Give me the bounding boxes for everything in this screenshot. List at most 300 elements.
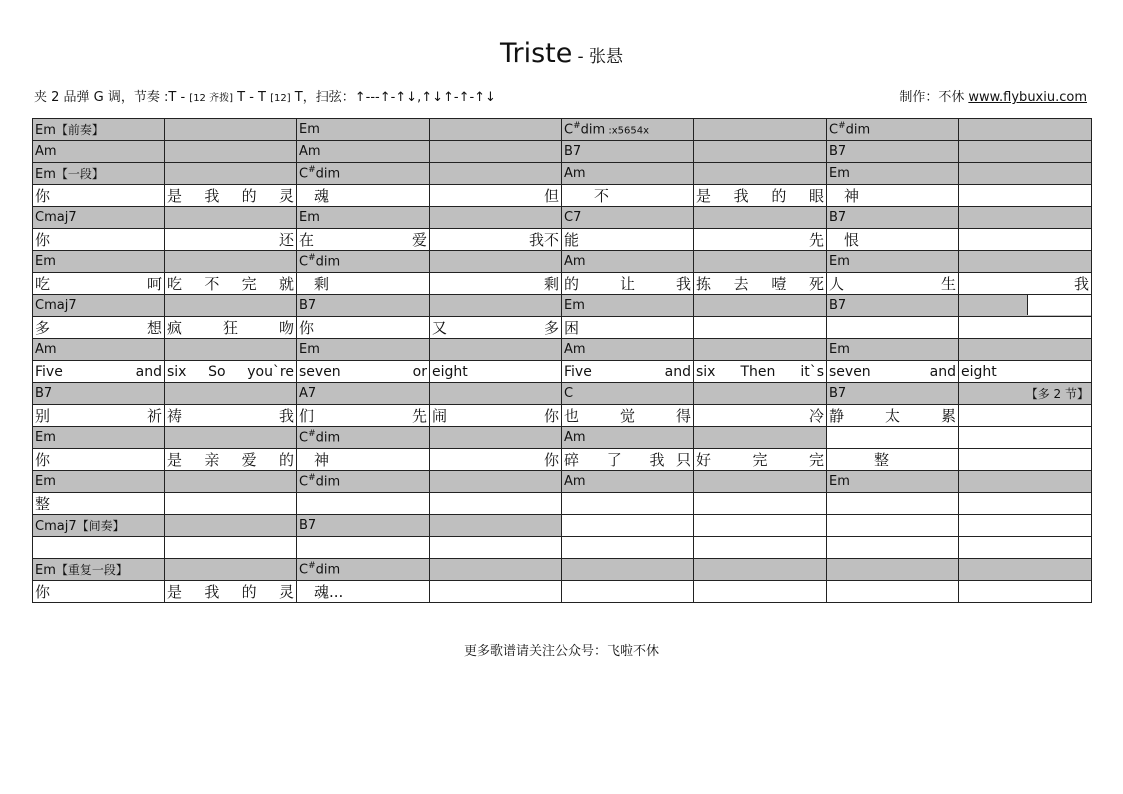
chord-cell	[33, 559, 165, 581]
chord-cell	[959, 383, 1092, 405]
lyric-cell	[959, 361, 1092, 383]
lyric-row	[33, 493, 1092, 515]
chord-cell	[827, 427, 959, 449]
lyric-cell: 祷 我	[165, 405, 297, 427]
chord-row	[33, 383, 1092, 405]
lyric-cell	[297, 185, 430, 207]
lyric-cell: 也 觉 得	[562, 405, 694, 427]
chord-name: Cmaj7	[35, 519, 77, 534]
lyric-cell	[827, 493, 959, 515]
lyric-cell	[297, 317, 430, 339]
chord-cell	[694, 339, 827, 361]
chord-cell	[694, 141, 827, 163]
chord-cell	[562, 251, 694, 273]
chord-name: B7	[35, 386, 53, 401]
lyric-cell	[297, 537, 430, 559]
chord-name: Em	[564, 298, 585, 313]
lyric-cell: 的 让 我	[562, 273, 694, 295]
lyric-row	[33, 405, 1092, 427]
chord-cell	[297, 515, 430, 537]
chord-cell	[297, 119, 430, 141]
lyric-cell: seven or	[297, 361, 430, 383]
chord-cell	[959, 471, 1092, 493]
lyric-cell	[430, 185, 562, 207]
chord-cell	[430, 295, 562, 317]
sharp-sign: #	[573, 121, 581, 132]
chord-name: A7	[299, 386, 317, 401]
chord-cell	[827, 119, 959, 141]
lyric-cell	[827, 537, 959, 559]
chord-name: C	[564, 386, 574, 401]
rhythm-note-2: [12]	[270, 93, 291, 104]
chord-cell	[297, 251, 430, 273]
lyric-cell	[959, 405, 1092, 427]
lyric-cell: 闹 你	[430, 405, 562, 427]
chord-cell	[33, 251, 165, 273]
chord-name: Am	[564, 254, 586, 269]
chord-cell	[33, 141, 165, 163]
lyric-cell: six So you`re	[165, 361, 297, 383]
chord-row	[33, 339, 1092, 361]
chord-name: Am	[35, 144, 57, 159]
chord-cell	[165, 515, 297, 537]
strum-pattern: T，扫弦：↑---↑-↑↓,↑↓↑-↑-↑↓	[290, 90, 496, 105]
lyric-text: 能	[564, 231, 580, 249]
lyric-cell: six Then it`s	[694, 361, 827, 383]
lyric-cell	[959, 317, 1092, 339]
lyric-text: eight	[961, 363, 997, 380]
chord-cell	[297, 207, 430, 229]
chord-cell	[694, 251, 827, 273]
chord-cell	[694, 207, 827, 229]
chord-name: Em	[299, 210, 320, 225]
lyric-cell	[165, 229, 297, 251]
chord-cell	[297, 295, 430, 317]
lyric-text: eight	[432, 363, 468, 380]
lyric-cell	[430, 273, 562, 295]
lyric-text: 魂	[299, 187, 330, 205]
lyric-cell: Five and	[33, 361, 165, 383]
title-dash: -	[577, 47, 590, 67]
chord-name: Em	[35, 474, 56, 489]
lyric-cell	[297, 581, 430, 603]
lyric-cell: 是 我 的 灵	[165, 185, 297, 207]
chord-cell	[430, 383, 562, 405]
chord-cell	[33, 427, 165, 449]
chord-cell	[562, 141, 694, 163]
chord-cell	[33, 471, 165, 493]
lyric-cell	[959, 493, 1092, 515]
chord-cell	[297, 141, 430, 163]
lyric-cell	[165, 537, 297, 559]
producer-label: 制作：不休	[899, 90, 965, 105]
chord-name: C7	[564, 210, 582, 225]
chord-cell	[165, 207, 297, 229]
chord-cell	[430, 251, 562, 273]
chord-root: C	[299, 430, 309, 446]
chord-cell	[562, 515, 694, 537]
chord-cell	[827, 383, 959, 405]
lyric-cell	[297, 493, 430, 515]
chord-cell	[430, 427, 562, 449]
lyric-text: 我不	[528, 231, 559, 249]
lyric-cell	[562, 493, 694, 515]
lyric-text: 恨	[829, 231, 860, 249]
lyric-cell: 疯 狂 吻	[165, 317, 297, 339]
lyric-text: 你	[35, 451, 51, 469]
chord-cell	[33, 383, 165, 405]
lyric-row	[33, 449, 1092, 471]
section-tag: 【多 2 节】	[1025, 387, 1089, 401]
chord-cell	[33, 295, 165, 317]
lyric-row	[33, 361, 1092, 383]
lyric-cell: Five and	[562, 361, 694, 383]
chord-cell	[430, 119, 562, 141]
capo-key-text: 夹 2 品弹 G 调，节奏 :T -	[34, 90, 190, 105]
chord-name: B7	[299, 298, 317, 313]
chord-quality: dim	[315, 430, 341, 446]
lyric-cell	[562, 537, 694, 559]
lyric-cell: 是 我 的 眼	[694, 185, 827, 207]
chord-cell	[33, 339, 165, 361]
chord-quality: dim	[580, 122, 606, 138]
lyric-cell: 别 祈	[33, 405, 165, 427]
chord-row	[33, 119, 1092, 141]
lyric-cell: seven and	[827, 361, 959, 383]
song-title-block	[0, 38, 1123, 69]
lyric-cell	[959, 581, 1092, 603]
chord-name: Am	[564, 166, 586, 181]
lyric-row	[33, 581, 1092, 603]
chord-cell	[827, 471, 959, 493]
lyric-cell	[562, 317, 694, 339]
sharp-sign: #	[308, 253, 316, 264]
chord-name: Em	[35, 254, 56, 269]
chord-quality: dim	[315, 474, 341, 490]
chord-cell	[959, 119, 1092, 141]
chord-cell	[297, 339, 430, 361]
section-tag: 【重复一段】	[55, 563, 128, 577]
chord-cell	[430, 163, 562, 185]
chord-root: C	[829, 122, 839, 138]
chord-row	[33, 515, 1092, 537]
chord-name: B7	[564, 144, 582, 159]
chord-cell	[694, 559, 827, 581]
chord-cell	[297, 471, 430, 493]
lyric-cell: 多 想	[33, 317, 165, 339]
chord-name: Em	[299, 342, 320, 357]
chord-cell	[165, 339, 297, 361]
chord-cell	[165, 383, 297, 405]
chord-row	[33, 559, 1092, 581]
lyric-text: 魂...	[299, 583, 344, 601]
chord-cell	[827, 515, 959, 537]
lyric-cell: 是 亲 爱 的	[165, 449, 297, 471]
chord-cell	[827, 295, 959, 317]
chord-cell	[959, 163, 1092, 185]
chord-name: Em	[829, 166, 850, 181]
sharp-sign: #	[308, 473, 316, 484]
lyric-cell: 人 生	[827, 273, 959, 295]
lyric-text: 整	[35, 495, 51, 513]
section-tag: 【前奏】	[55, 123, 104, 137]
chord-cell	[562, 427, 694, 449]
artist-name: 张悬	[589, 47, 624, 67]
sharp-sign: #	[308, 561, 316, 572]
lyric-text: 剩	[543, 275, 559, 293]
section-tag: 【一段】	[55, 167, 104, 181]
chord-root: C	[299, 254, 309, 270]
sharp-sign: #	[308, 429, 316, 440]
lyric-cell: 吃 呵	[33, 273, 165, 295]
lyric-text: 你	[35, 187, 51, 205]
song-title: Triste	[499, 38, 573, 69]
chord-name: Am	[299, 144, 321, 159]
lyric-text: 剩	[299, 275, 330, 293]
chord-name: B7	[829, 144, 847, 159]
chord-row	[33, 427, 1092, 449]
lyric-text: 不	[564, 187, 610, 205]
lyric-cell: 吃 不 完 就	[165, 273, 297, 295]
lyric-text: 但	[543, 187, 559, 205]
chord-row	[33, 251, 1092, 273]
chord-cell	[959, 559, 1092, 581]
chord-root: C	[299, 562, 309, 578]
chord-cell	[297, 383, 430, 405]
lyric-cell	[297, 273, 430, 295]
lyric-cell	[33, 537, 165, 559]
lyric-cell	[33, 449, 165, 471]
lyric-row	[33, 229, 1092, 251]
sharp-sign: #	[838, 121, 846, 132]
chord-cell	[562, 207, 694, 229]
chord-cell	[165, 559, 297, 581]
chord-cell	[165, 295, 297, 317]
play-instructions	[34, 86, 496, 105]
rhythm-note-1: [12 齐拨]	[189, 93, 234, 104]
lyric-cell	[694, 493, 827, 515]
lyric-cell	[562, 581, 694, 603]
chord-row	[33, 207, 1092, 229]
chord-root: C	[299, 166, 309, 182]
chord-cell	[694, 471, 827, 493]
chord-cell	[827, 339, 959, 361]
rhythm-text: T - T	[233, 90, 271, 105]
chord-fingering: :x5654x	[605, 125, 649, 137]
lyric-row	[33, 537, 1092, 559]
chord-cell	[959, 515, 1092, 537]
chord-row	[33, 295, 1092, 317]
chord-row	[33, 471, 1092, 493]
lyric-text: 你	[35, 231, 51, 249]
chord-cell	[165, 163, 297, 185]
lyric-cell	[694, 229, 827, 251]
lyric-cell	[562, 185, 694, 207]
lyric-text: 我	[1073, 275, 1089, 293]
chord-cell	[562, 471, 694, 493]
lyric-cell: 静 太 累	[827, 405, 959, 427]
chord-cell	[165, 251, 297, 273]
chord-cell	[165, 427, 297, 449]
chord-row	[33, 141, 1092, 163]
chord-name: Em	[829, 474, 850, 489]
lyric-cell: 是 我 的 灵	[165, 581, 297, 603]
chord-quality: dim	[315, 562, 341, 578]
chord-cell	[562, 119, 694, 141]
chord-root: C	[299, 474, 309, 490]
chord-cell	[694, 119, 827, 141]
chord-cell	[694, 163, 827, 185]
chord-name: Cmaj7	[35, 210, 77, 225]
producer-credit	[899, 86, 1087, 105]
chord-name: Am	[564, 342, 586, 357]
chord-cell	[694, 383, 827, 405]
chord-cell	[33, 515, 165, 537]
lyric-cell	[430, 493, 562, 515]
chord-cell	[959, 295, 1092, 317]
lyric-text: 整	[829, 451, 890, 469]
chord-cell	[827, 141, 959, 163]
chord-name: Am	[564, 474, 586, 489]
lyric-cell	[694, 581, 827, 603]
lyric-cell: 拣 去 噎 死	[694, 273, 827, 295]
chord-name: B7	[299, 518, 317, 533]
lyric-cell	[959, 229, 1092, 251]
lyric-cell	[33, 229, 165, 251]
lyric-row	[33, 185, 1092, 207]
chord-cell	[694, 295, 827, 317]
chord-cell	[165, 471, 297, 493]
lyric-cell: 碎 了 我只	[562, 449, 694, 471]
chord-name: Am	[564, 430, 586, 445]
lyric-cell	[827, 581, 959, 603]
lyric-text: 先	[808, 231, 824, 249]
chord-cell	[430, 141, 562, 163]
lyric-cell	[827, 317, 959, 339]
chord-name: Em	[35, 430, 56, 445]
chord-cell	[430, 471, 562, 493]
lyric-row	[33, 317, 1092, 339]
chord-cell	[827, 163, 959, 185]
chord-cell	[430, 207, 562, 229]
chord-cell	[562, 295, 694, 317]
chord-name: Cmaj7	[35, 298, 77, 313]
lyric-cell	[959, 537, 1092, 559]
footer-note: 更多歌谱请关注公众号：飞啦不休	[463, 644, 659, 659]
chord-cell	[33, 163, 165, 185]
chord-cell	[297, 163, 430, 185]
chord-name: Em	[35, 167, 56, 182]
chord-quality: dim	[315, 254, 341, 270]
chord-cell	[694, 515, 827, 537]
website-link[interactable]: www.flybuxiu.com	[968, 90, 1087, 105]
chord-cell	[827, 207, 959, 229]
chord-cell	[562, 163, 694, 185]
lyric-text: 困	[564, 319, 580, 337]
lyric-cell	[694, 317, 827, 339]
chord-cell	[165, 141, 297, 163]
chord-cell	[827, 251, 959, 273]
lyric-cell: 好 完 完	[694, 449, 827, 471]
chord-cell	[562, 339, 694, 361]
lyric-cell: 在 爱	[297, 229, 430, 251]
lyric-row	[33, 273, 1092, 295]
chord-cell	[562, 383, 694, 405]
chord-cell	[959, 207, 1092, 229]
chord-root: C	[564, 122, 574, 138]
chord-quality: dim	[845, 122, 871, 138]
chord-name: Em	[829, 254, 850, 269]
lyric-cell	[430, 229, 562, 251]
chord-cell	[959, 141, 1092, 163]
chord-cell	[562, 559, 694, 581]
chord-cell	[297, 427, 430, 449]
lyric-cell	[694, 405, 827, 427]
chord-name: Em	[35, 123, 56, 138]
chord-cell	[694, 427, 827, 449]
lyric-cell	[959, 185, 1092, 207]
lyric-cell	[827, 229, 959, 251]
lyric-text: 你	[299, 319, 315, 337]
lyric-cell	[430, 361, 562, 383]
lyric-cell: 们 先	[297, 405, 430, 427]
lyric-cell	[562, 229, 694, 251]
chord-row	[33, 163, 1092, 185]
sharp-sign: #	[308, 165, 316, 176]
lyric-cell	[33, 581, 165, 603]
lyric-text: 你	[543, 451, 559, 469]
section-tag: 【间奏】	[76, 519, 125, 533]
chord-cell	[430, 559, 562, 581]
lyric-cell	[827, 449, 959, 471]
chord-name: Em	[35, 563, 56, 578]
lyric-cell	[430, 537, 562, 559]
lyric-cell	[165, 493, 297, 515]
lyric-cell	[959, 273, 1092, 295]
lyric-cell	[694, 537, 827, 559]
lyric-cell	[827, 185, 959, 207]
chord-name: Em	[299, 122, 320, 137]
chord-cell	[827, 559, 959, 581]
sub-cell-box	[1027, 295, 1092, 316]
chord-cell	[33, 119, 165, 141]
chord-cell	[297, 559, 430, 581]
lyric-cell: 又 多	[430, 317, 562, 339]
lyric-text: 冷	[808, 407, 824, 425]
chord-name: Em	[829, 342, 850, 357]
chord-cell	[33, 207, 165, 229]
lyric-cell	[297, 449, 430, 471]
chord-quality: dim	[315, 166, 341, 182]
lyric-cell	[959, 449, 1092, 471]
lyric-cell	[33, 185, 165, 207]
chord-cell	[959, 339, 1092, 361]
lyric-text: 神	[829, 187, 860, 205]
lyric-text: 神	[299, 451, 330, 469]
chord-name: B7	[829, 210, 847, 225]
lyric-cell	[33, 493, 165, 515]
chord-name: B7	[829, 386, 847, 401]
chord-cell	[165, 119, 297, 141]
chord-sheet-table	[32, 118, 1092, 603]
lyric-cell	[430, 581, 562, 603]
lyric-text: 你	[35, 583, 51, 601]
lyric-text: 还	[278, 231, 294, 249]
lyric-cell	[430, 449, 562, 471]
chord-name: Am	[35, 342, 57, 357]
chord-cell	[430, 339, 562, 361]
chord-name: B7	[829, 298, 847, 313]
